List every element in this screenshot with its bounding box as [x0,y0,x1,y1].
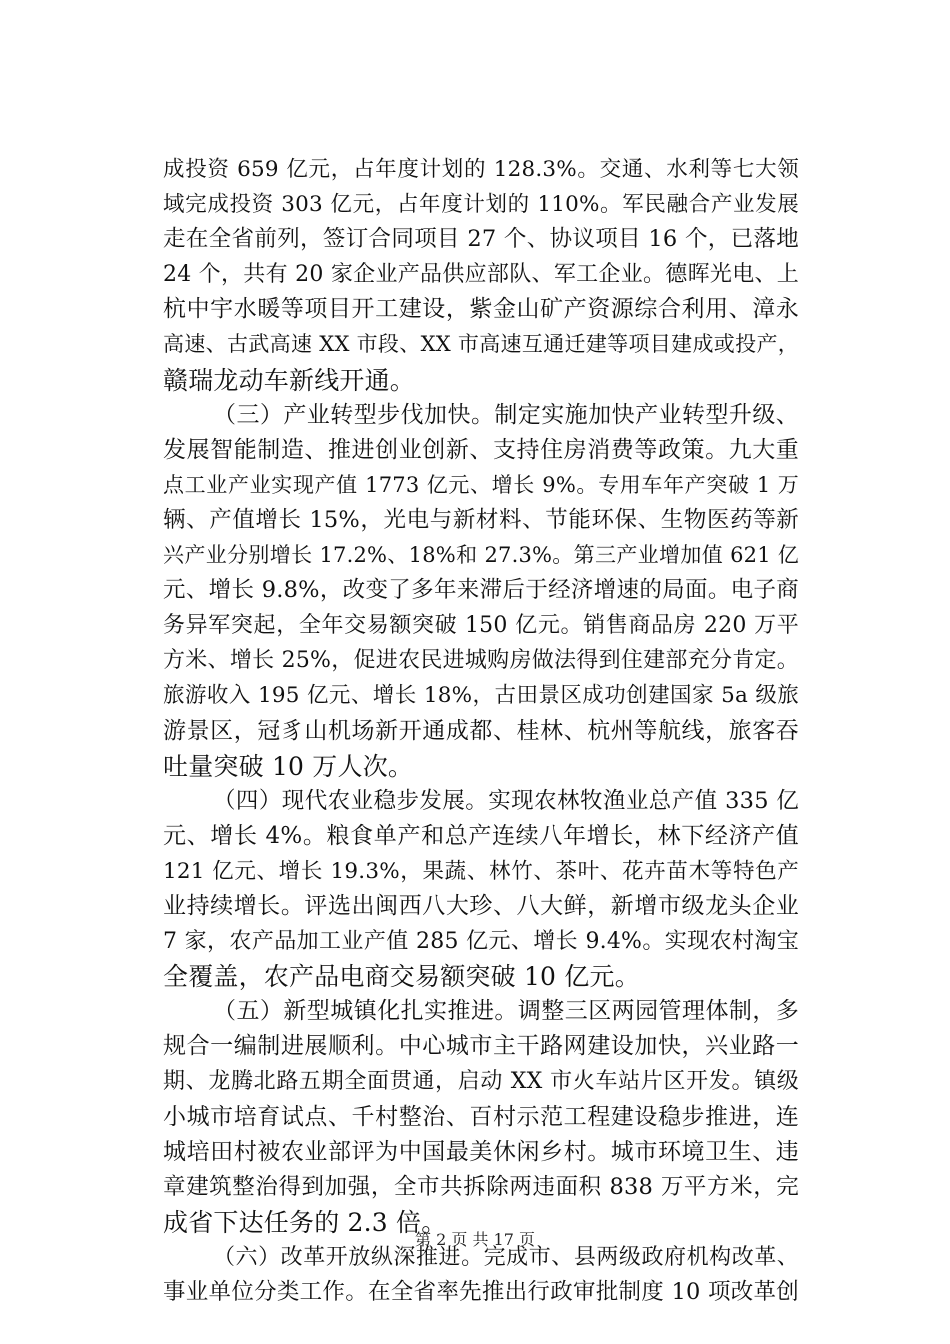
text-line: 7 家，农产品加工业产值 285 亿元、增长 9.4%。实现农村淘宝 [163,929,799,955]
text-line: 方米、增长 25%，促进农民进城购房做法得到住建部充分肯定。 [163,648,799,674]
text-line: （四）现代农业稳步发展。实现农林牧渔业总产值 335 亿 [213,787,799,814]
text-line: 辆、产值增长 15%，光电与新材料、节能环保、生物医药等新 [163,506,799,533]
text-line: 24 个，共有 20 家企业产品供应部队、军工企业。德晖光电、上 [163,262,799,288]
text-line: 全覆盖，农产品电商交易额突破 10 亿元。 [163,962,640,992]
text-line: 事业单位分类工作。在全省率先推出行政审批制度 10 项改革创 [163,1279,799,1305]
text-line: 规合一编制进展顺利。中心城市主干路网建设加快，兴业路一 [163,1033,799,1060]
text-line: （六）改革开放纵深推进。完成市、县两级政府机构改革、 [213,1244,799,1270]
text-line: 点工业产业实现产值 1773 亿元、增长 9%。专用车年产突破 1 万 [163,472,799,497]
text-line: 期、龙腾北路五期全面贯通，启动 XX 市火车站片区开发。镇级 [163,1069,799,1095]
text-line: 吐量突破 10 万人次。 [163,751,414,781]
text-line: 元、增长 4%。粮食单产和总产连续八年增长，林下经济产值 [163,822,799,849]
text-line: 成省下达任务的 2.3 倍。 [163,1207,447,1237]
text-line: 兴产业分别增长 17.2%、18%和 27.3%。第三产业增加值 621 亿 [163,543,799,568]
text-line: 章建筑整治得到加强，全市共拆除两违面积 838 万平方米，完 [163,1173,799,1200]
text-line: 发展智能制造、推进创业创新、支持住房消费等政策。九大重 [163,436,799,463]
text-line: （五）新型城镇化扎实推进。调整三区两园管理体制，多 [213,998,799,1025]
text-line: 游景区，冠豸山机场新开通成都、桂林、杭州等航线，旅客吞 [163,717,799,744]
text-line: 走在全省前列，签订合同项目 27 个、协议项目 16 个，已落地 [163,226,799,253]
page-footer: 第 2 页 共 17 页 [415,1230,535,1249]
text-line: 务异军突起，全年交易额突破 150 亿元。销售商品房 220 万平 [163,613,799,639]
text-line: 旅游收入 195 亿元、增长 18%，古田景区成功创建国家 5a 级旅 [163,683,799,709]
text-line: 高速、古武高速 XX 市段、XX 市高速互通迁建等项目建成或投产， [163,332,799,357]
body-text [163,152,799,1310]
text-line: 城培田村被农业部评为中国最美休闲乡村。城市环境卫生、违 [163,1138,799,1165]
text-line: 成投资 659 亿元，占年度计划的 128.3%。交通、水利等七大领 [163,157,799,182]
text-line: 业持续增长。评选出闽西八大珍、八大鲜，新增市级龙头企业 [163,892,799,919]
text-line: （三）产业转型步伐加快。制定实施加快产业转型升级、 [213,401,799,428]
text-line: 121 亿元、增长 19.3%，果蔬、林竹、茶叶、花卉苗木等特色产 [163,858,799,884]
text-line: 小城市培育试点、千村整治、百村示范工程建设稳步推进，连 [163,1103,799,1130]
text-line: 域完成投资 303 亿元，占年度计划的 110%。军民融合产业发展 [163,192,799,218]
text-line: 杭中宇水暖等项目开工建设，紫金山矿产资源综合利用、漳永 [163,296,799,323]
text-line: 元、增长 9.8%，改变了多年来滞后于经济增速的局面。电子商 [163,577,799,604]
text-line: 赣瑞龙动车新线开通。 [163,365,416,395]
